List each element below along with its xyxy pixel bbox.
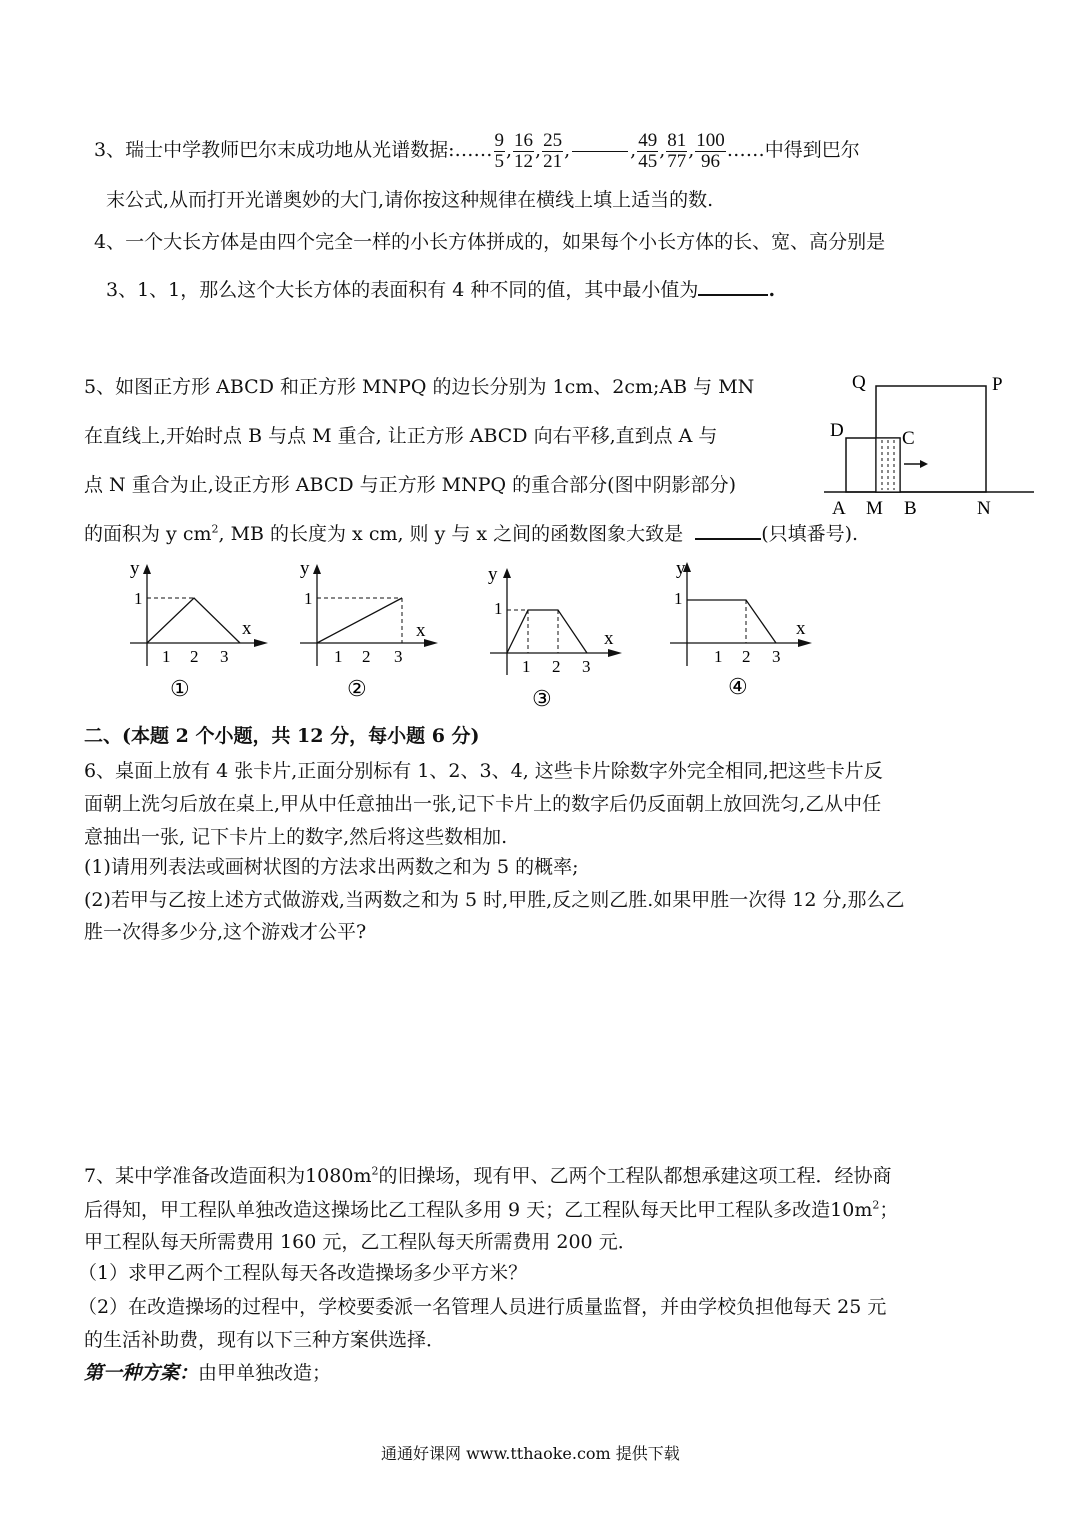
label-n: N xyxy=(977,498,991,519)
graph-label-2: ② xyxy=(347,676,367,701)
q5-line3: 点 N 重合为止,设正方形 ABCD 与正方形 MNPQ 的重合部分(图中阴影部分) xyxy=(84,474,736,496)
label-d: D xyxy=(830,420,844,441)
q7-line1: 7、某中学准备改造面积为$1080m^2$的旧操场，现有甲、乙两个工程队都想承建这项工程．经协商 xyxy=(84,1164,892,1187)
svg-text:x: x xyxy=(416,620,426,641)
q3-fraction-4: $\frac{49}{45}$ xyxy=(638,129,658,172)
q4-line1: 4、一个大长方体是由四个完全一样的小长方体拼成的，如果每个小长方体的长、宽、高分别是 xyxy=(94,231,886,253)
q7-line6: 的生活补助费，现有以下三种方案供选择． xyxy=(84,1329,446,1351)
q3-fraction-2: $\frac{16}{12}$ xyxy=(514,129,534,172)
graph-label-4: ④ xyxy=(728,674,748,699)
label-m: M xyxy=(866,498,883,519)
q3-answer-blank[interactable] xyxy=(572,151,628,152)
q6-line4: (1)请用列表法或画树状图的方法求出两数之和为 5 的概率; xyxy=(84,856,579,878)
q3-line1: 3、瑞士中学教师巴尔末成功地从光谱数据:…… $\frac{9}{5}$ , $\frac{16}{12}$ , $\frac{25}{21}$ , , $\frac{49}{45}$ , $\frac{81}{77}$ , $\frac{100}{96}$ ……中得到巴尔 xyxy=(94,129,860,172)
svg-text:1: 1 xyxy=(494,599,503,618)
q5-line2: 在直线上,开始时点 B 与点 M 重合, 让正方形 ABCD 向右平移,直到点 A 与 xyxy=(84,425,718,447)
q7-line3: 甲工程队每天所需费用 160 元，乙工程队每天所需费用 200 元． xyxy=(84,1231,637,1253)
svg-text:2: 2 xyxy=(552,657,561,676)
q4-line2: 3、1、1，那么这个大长方体的表面积有 4 种不同的值，其中最小值为 . xyxy=(106,279,776,301)
plan-one-label: 第一种方案： xyxy=(84,1362,199,1384)
q7-line4: （1）求甲乙两个工程队每天各改造操场多少平方米？ xyxy=(78,1262,528,1284)
svg-text:1: 1 xyxy=(162,647,171,666)
q6-line6: 胜一次得多少分,这个游戏才公平? xyxy=(84,921,367,943)
graph-option-3[interactable] xyxy=(482,560,632,715)
label-p: P xyxy=(992,374,1003,395)
q5-line4: 的面积为 y $cm^2$, MB 的长度为 x cm, 则 y 与 x 之间的函数图象大致是 (只填番号). xyxy=(84,522,859,545)
label-b: B xyxy=(904,498,917,519)
q6-line5: (2)若甲与乙按上述方式做游戏,当两数之和为 5 时,甲胜,反之则乙胜.如果甲胜一次得 12 分,那么乙 xyxy=(84,889,905,911)
svg-text:1: 1 xyxy=(714,647,723,666)
label-c: C xyxy=(902,428,915,449)
svg-text:2: 2 xyxy=(190,647,199,666)
page-footer: 通通好课网 www.tthaoke.com 提供下载 xyxy=(381,1444,680,1463)
label-a: A xyxy=(832,498,846,519)
svg-text:x: x xyxy=(604,628,614,649)
svg-text:1: 1 xyxy=(134,589,143,608)
q5-answer-blank[interactable] xyxy=(695,538,761,540)
section-heading: 二、(本题 2 个小题，共 12 分，每小题 6 分) xyxy=(84,725,480,747)
q3-prefix: 3、瑞士中学教师巴尔末成功地从光谱数据:…… xyxy=(94,139,493,161)
q6-line3: 意抽出一张, 记下卡片上的数字,然后将这些数相加. xyxy=(84,826,508,848)
svg-text:y: y xyxy=(488,564,498,585)
q3-fraction-3: $\frac{25}{21}$ xyxy=(543,129,563,172)
q6-line1: 6、桌面上放有 4 张卡片,正面分别标有 1、2、3、4, 这些卡片除数字外完全相同,把这些卡片反 xyxy=(84,760,883,782)
q3-suffix: ……中得到巴尔 xyxy=(726,139,860,161)
q3-fraction-6: $\frac{100}{96}$ xyxy=(696,129,725,172)
svg-text:x: x xyxy=(796,618,806,639)
svg-text:3: 3 xyxy=(220,647,229,666)
svg-text:1: 1 xyxy=(674,589,683,608)
q5-line1: 5、如图正方形 ABCD 和正方形 MNPQ 的边长分别为 1cm、2cm;AB 与 MN xyxy=(84,376,755,398)
squares-figure xyxy=(824,366,1044,522)
graph-option-2[interactable] xyxy=(292,556,442,706)
svg-text:x: x xyxy=(242,618,252,639)
q3-fraction-5: $\frac{81}{77}$ xyxy=(667,129,687,172)
svg-text:y: y xyxy=(300,558,310,579)
graph-option-4[interactable] xyxy=(662,554,817,704)
q7-line2: 后得知，甲工程队单独改造这操场比乙工程队多用 9 天；乙工程队每天比甲工程队多改造$10m^2$； xyxy=(84,1198,899,1221)
svg-text:1: 1 xyxy=(304,589,313,608)
q3-fraction-1: $\frac{9}{5}$ xyxy=(494,129,504,172)
svg-text:1: 1 xyxy=(522,657,531,676)
svg-text:y: y xyxy=(130,558,140,579)
q4-answer-blank[interactable] xyxy=(698,294,768,296)
svg-text:1: 1 xyxy=(334,647,343,666)
q3-line2: 末公式,从而打开光谱奥妙的大门,请你按这种规律在横线上填上适当的数. xyxy=(106,189,714,211)
svg-text:3: 3 xyxy=(582,657,591,676)
q7-line7: 第一种方案：由甲单独改造； xyxy=(84,1362,332,1384)
graph-label-3: ③ xyxy=(532,686,552,711)
svg-text:3: 3 xyxy=(394,647,403,666)
graph-option-1[interactable] xyxy=(122,556,272,706)
graph-label-1: ① xyxy=(170,676,190,701)
svg-text:y: y xyxy=(676,558,686,579)
label-q: Q xyxy=(852,372,866,393)
svg-text:2: 2 xyxy=(362,647,371,666)
q6-line2: 面朝上洗匀后放在桌上,甲从中任意抽出一张,记下卡片上的数字后仍反面朝上放回洗匀,乙从中任 xyxy=(84,793,882,815)
svg-text:2: 2 xyxy=(742,647,751,666)
q7-line5: （2）在改造操场的过程中，学校要委派一名管理人员进行质量监督，并由学校负担他每天 25 元 xyxy=(78,1296,887,1318)
svg-text:3: 3 xyxy=(772,647,781,666)
